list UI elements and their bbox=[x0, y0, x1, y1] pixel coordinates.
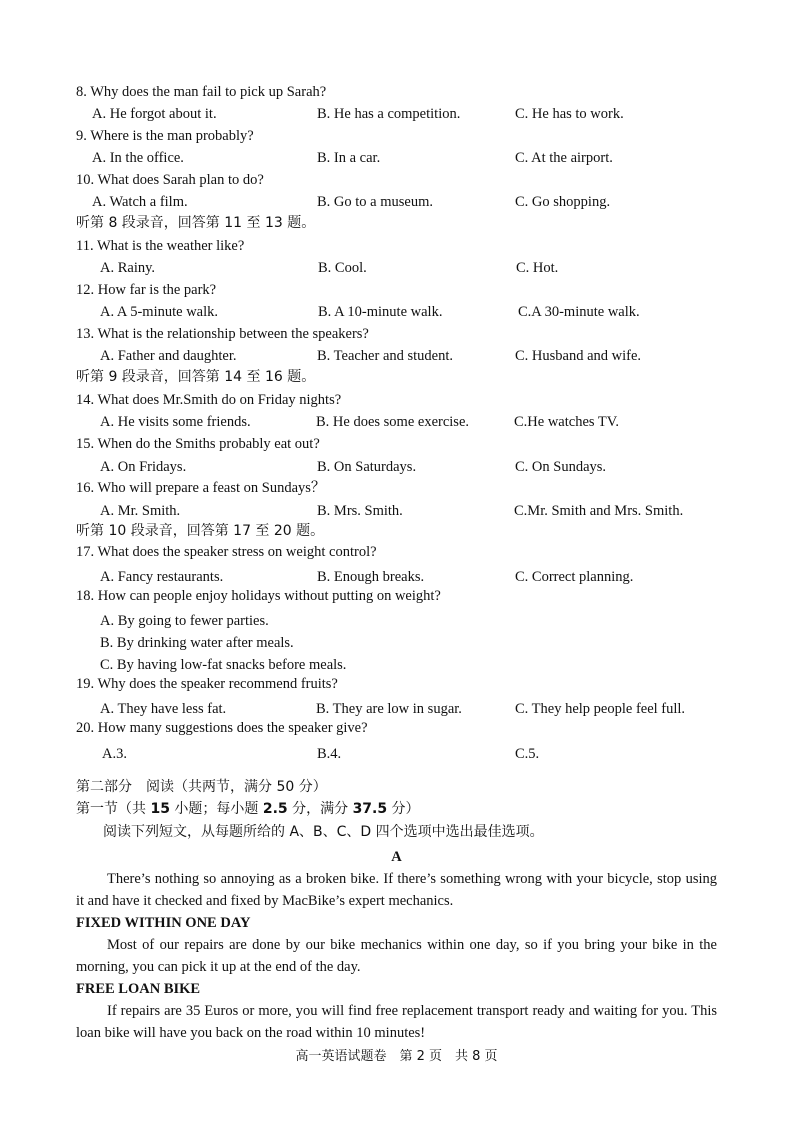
q9-option-b: B. In a car. bbox=[317, 150, 381, 166]
section-heading-10: 听第 10 段录音，回答第 17 至 20 题。 bbox=[76, 523, 325, 539]
passage-heading-loan: FREE LOAN BIKE bbox=[76, 981, 201, 997]
passage-paragraph-3: If repairs are 35 Euros or more, you will find free replacement transport ready and waiting for you. This loan bike will have you back on the road within 10 minutes! bbox=[76, 1003, 717, 1041]
q17-option-b: B. Enough breaks. bbox=[317, 569, 425, 585]
q13-option-a: A. Father and daughter. bbox=[100, 348, 237, 364]
question-17: 17. What does the speaker stress on weight control? bbox=[76, 544, 377, 560]
passage-paragraph-2: Most of our repairs are done by our bike mechanics within one day, so if you bring your bike in the morning, you can pick it up at the end of the day. bbox=[76, 937, 717, 975]
q16-option-a: A. Mr. Smith. bbox=[100, 503, 181, 519]
question-8: 8. Why does the man fail to pick up Sarah? bbox=[76, 84, 327, 100]
q10-option-b: B. Go to a museum. bbox=[317, 194, 433, 210]
q15-option-a: A. On Fridays. bbox=[100, 459, 187, 475]
q13-option-b: B. Teacher and student. bbox=[317, 348, 454, 364]
q8-option-b: B. He has a competition. bbox=[317, 106, 461, 122]
q11-option-c: C. Hot. bbox=[516, 260, 559, 276]
q15-option-c: C. On Sundays. bbox=[515, 459, 607, 475]
q12-option-c: C.A 30-minute walk. bbox=[518, 304, 640, 320]
question-13: 13. What is the relationship between the speakers? bbox=[76, 326, 369, 342]
q17-option-c: C. Correct planning. bbox=[515, 569, 634, 585]
q12-option-b: B. A 10-minute walk. bbox=[318, 304, 443, 320]
passage-heading-fixed: FIXED WITHIN ONE DAY bbox=[76, 915, 251, 931]
q9-option-c: C. At the airport. bbox=[515, 150, 613, 166]
question-9: 9. Where is the man probably? bbox=[76, 128, 254, 144]
q20-option-c: C.5. bbox=[515, 746, 540, 762]
section-one-heading: 第一节（共 15 小题；每小题 2.5 分，满分 37.5 分） bbox=[76, 801, 420, 817]
q19-option-a: A. They have less fat. bbox=[100, 701, 227, 717]
reading-instruction: 阅读下列短文，从每题所给的 A、B、C、D 四个选项中选出最佳选项。 bbox=[103, 824, 544, 840]
q14-option-b: B. He does some exercise. bbox=[316, 414, 470, 430]
q8-option-c: C. He has to work. bbox=[515, 106, 624, 122]
q18-option-c: C. By having low-fat snacks before meals. bbox=[100, 657, 347, 673]
q14-option-c: C.He watches TV. bbox=[514, 414, 619, 430]
q20-option-a: A.3. bbox=[102, 746, 127, 762]
q10-option-c: C. Go shopping. bbox=[515, 194, 611, 210]
q16-option-c: C.Mr. Smith and Mrs. Smith. bbox=[514, 503, 684, 519]
q15-option-b: B. On Saturdays. bbox=[317, 459, 417, 475]
q20-option-b: B.4. bbox=[317, 746, 342, 762]
section-heading-8: 听第 8 段录音，回答第 11 至 13 题。 bbox=[76, 215, 316, 231]
q12-option-a: A. A 5-minute walk. bbox=[100, 304, 219, 320]
question-14: 14. What does Mr.Smith do on Friday nights? bbox=[76, 392, 342, 408]
section-heading-9: 听第 9 段录音，回答第 14 至 16 题。 bbox=[76, 369, 316, 385]
q11-option-b: B. Cool. bbox=[318, 260, 367, 276]
question-19: 19. Why does the speaker recommend fruits? bbox=[76, 676, 338, 692]
page-footer: 高一英语试题卷 第 2 页 共 8 页 bbox=[295, 1049, 498, 1064]
q8-option-a: A. He forgot about it. bbox=[92, 106, 217, 122]
q9-option-a: A. In the office. bbox=[92, 150, 184, 166]
q18-option-b: B. By drinking water after meals. bbox=[100, 635, 294, 651]
passage-paragraph-1: There’s nothing so annoying as a broken bike. If there’s something wrong with your bicycle, stop using it and have it checked and fixed by MacBike’s expert mechanics. bbox=[76, 871, 717, 909]
part-two-title: 第二部分 阅读（共两节，满分 50 分） bbox=[76, 779, 327, 795]
q14-option-a: A. He visits some friends. bbox=[100, 414, 251, 430]
passage-label: A bbox=[391, 849, 402, 865]
q13-option-c: C. Husband and wife. bbox=[515, 348, 642, 364]
q16-option-b: B. Mrs. Smith. bbox=[317, 503, 403, 519]
question-11: 11. What is the weather like? bbox=[76, 238, 245, 254]
q19-option-c: C. They help people feel full. bbox=[515, 701, 686, 717]
q19-option-b: B. They are low in sugar. bbox=[316, 701, 462, 717]
q18-option-a: A. By going to fewer parties. bbox=[100, 613, 269, 629]
q11-option-a: A. Rainy. bbox=[100, 260, 156, 276]
question-20: 20. How many suggestions does the speaker give? bbox=[76, 720, 368, 736]
question-16: 16. Who will prepare a feast on Sundays？ bbox=[76, 480, 326, 496]
question-12: 12. How far is the park? bbox=[76, 282, 217, 298]
question-10: 10. What does Sarah plan to do? bbox=[76, 172, 264, 188]
q17-option-a: A. Fancy restaurants. bbox=[100, 569, 224, 585]
q10-option-a: A. Watch a film. bbox=[92, 194, 188, 210]
question-15: 15. When do the Smiths probably eat out? bbox=[76, 436, 320, 452]
question-18: 18. How can people enjoy holidays without putting on weight? bbox=[76, 588, 441, 604]
